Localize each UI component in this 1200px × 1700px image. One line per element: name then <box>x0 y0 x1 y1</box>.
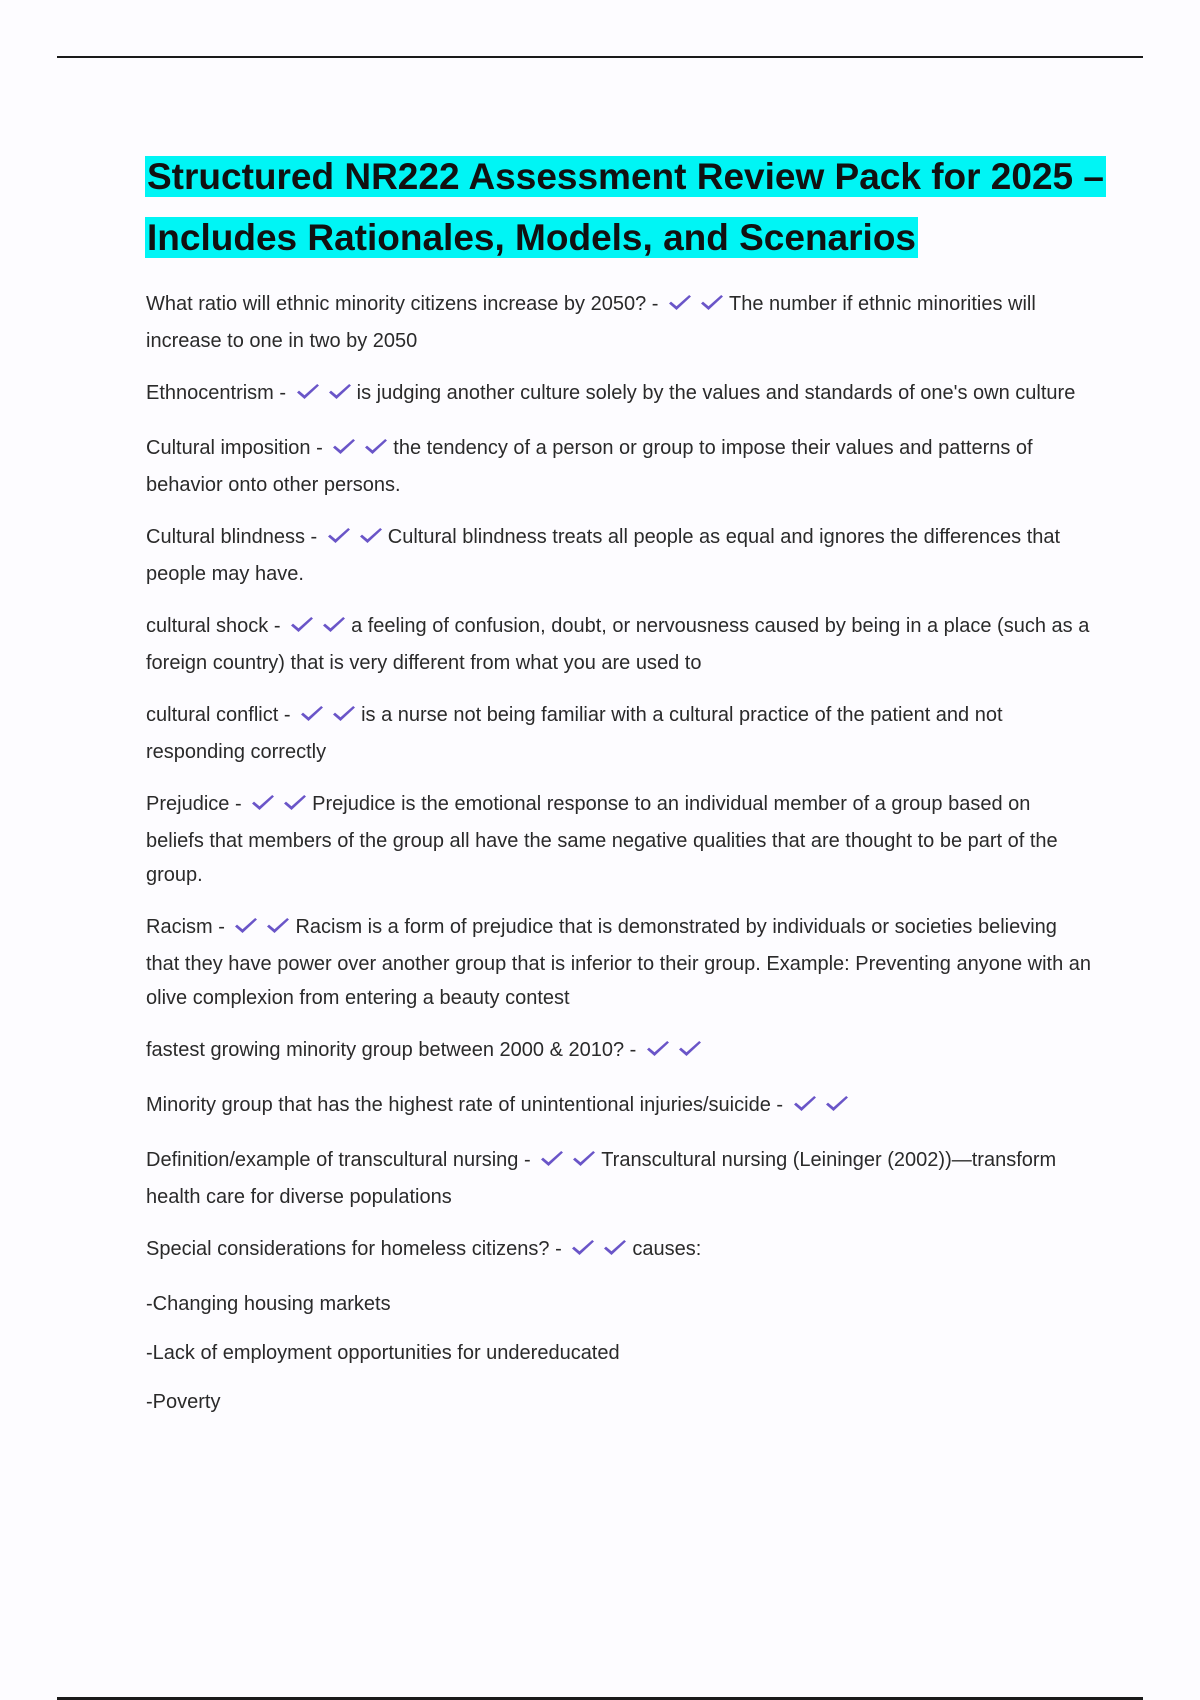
double-checkmark-icon <box>249 790 309 824</box>
entry-term: Minority group that has the highest rate of unintentional injuries/suicide <box>146 1094 771 1116</box>
entry-term: fastest growing minority group between 2000 & 2010? <box>146 1039 625 1061</box>
entry-term: Cultural imposition <box>146 437 311 459</box>
checkmark-icon <box>569 1238 597 1258</box>
double-checkmark-icon <box>298 701 358 735</box>
cause-list-item: -Poverty <box>146 1391 221 1413</box>
flashcard-entry <box>146 376 1091 413</box>
checkmark-icon <box>264 916 292 936</box>
flashcard-entry <box>146 1143 1091 1214</box>
entry-answer: Prejudice is the emotional response to an individual member of a group based on beliefs that members of the group all have the same negative qualities that are thought to be part of the group. <box>146 793 1058 886</box>
checkmark-icon <box>325 526 353 546</box>
entry-term: Racism <box>146 916 213 938</box>
entry-term: Cultural blindness <box>146 526 305 548</box>
entry-separator: - <box>212 916 231 938</box>
double-checkmark-icon <box>644 1036 704 1070</box>
document-title <box>145 146 1105 268</box>
flashcard-entry <box>146 431 1091 502</box>
entry-answer: is judging another culture solely by the values and standards of one's own culture <box>356 382 1076 404</box>
flashcard-entry <box>146 787 1091 892</box>
checkmark-icon <box>823 1094 851 1114</box>
entry-separator: - <box>310 437 329 459</box>
checkmark-icon <box>326 382 354 402</box>
checkmark-icon <box>330 437 358 457</box>
double-checkmark-icon <box>666 290 726 324</box>
double-checkmark-icon <box>288 612 348 646</box>
entry-separator: - <box>273 382 292 404</box>
checkmark-icon <box>232 916 260 936</box>
entry-answer: The number if ethnic minorities will increase to one in two by 2050 <box>146 293 1036 352</box>
flashcard-entry <box>146 1088 1091 1125</box>
flashcard-entry <box>146 520 1091 591</box>
double-checkmark-icon <box>569 1235 629 1269</box>
entry-separator: - <box>304 526 323 548</box>
checkmark-icon <box>698 293 726 313</box>
entry-answer: causes: <box>632 1238 702 1260</box>
entry-answer: Racism is a form of prejudice that is demonstrated by individuals or societies believing that they have power over another group that is inferior to their group. Example: Preventing anyone with an olive complexion from entering a beauty contest <box>146 916 1091 1009</box>
entry-term: cultural conflict <box>146 704 279 726</box>
checkmark-icon <box>330 704 358 724</box>
entry-term: Prejudice <box>146 793 230 815</box>
flashcard-entry <box>146 910 1091 1015</box>
checkmark-icon <box>644 1039 672 1059</box>
entry-separator: - <box>646 293 664 315</box>
flashcard-entry <box>146 287 1091 358</box>
double-checkmark-icon <box>294 379 354 413</box>
checkmark-icon <box>320 615 348 635</box>
entry-term: What ratio will ethnic minority citizens increase by 2050? <box>146 293 647 315</box>
entry-answer: the tendency of a person or group to impose their values and patterns of behavior onto other persons. <box>146 437 1033 496</box>
entry-answer: Transcultural nursing (Leininger (2002))—transform health care for diverse populations <box>146 1149 1057 1208</box>
double-checkmark-icon <box>330 434 390 468</box>
checkmark-icon <box>288 615 316 635</box>
checkmark-icon <box>570 1149 598 1169</box>
checkmark-icon <box>676 1039 704 1059</box>
entry-separator: - <box>278 704 297 726</box>
checkmark-icon <box>362 437 390 457</box>
checkmark-icon <box>294 382 322 402</box>
entry-separator: - <box>518 1149 537 1171</box>
checkmark-icon <box>249 793 277 813</box>
entry-answer: a feeling of confusion, doubt, or nervousness caused by being in a place (such as a foreign country) that is very different from what you are used to <box>146 615 1090 674</box>
double-checkmark-icon <box>538 1146 598 1180</box>
flashcard-entry <box>146 1232 1091 1269</box>
checkmark-icon <box>791 1094 819 1114</box>
entry-answer: is a nurse not being familiar with a cultural practice of the patient and not responding correctly <box>146 704 1003 763</box>
entry-answer: Cultural blindness treats all people as equal and ignores the differences that people may have. <box>146 526 1061 585</box>
double-checkmark-icon <box>232 913 292 947</box>
entry-term: Definition/example of transcultural nursing <box>146 1149 519 1171</box>
entry-term: cultural shock <box>146 615 269 637</box>
entry-separator: - <box>624 1039 642 1061</box>
flashcard-entry <box>146 609 1091 680</box>
double-checkmark-icon <box>791 1091 851 1125</box>
entry-separator: - <box>549 1238 568 1260</box>
cause-list-item: -Lack of employment opportunities for undereducated <box>146 1342 620 1364</box>
title-text: Structured NR222 Assessment Review Pack for 2025 – Includes Rationales, Models, and Scenarios <box>147 156 1104 258</box>
entry-term: Ethnocentrism <box>146 382 274 404</box>
entry-separator: - <box>268 615 287 637</box>
flashcard-list <box>146 287 1091 1434</box>
checkmark-icon <box>298 704 326 724</box>
double-checkmark-icon <box>325 523 385 557</box>
entry-separator: - <box>770 1094 789 1116</box>
checkmark-icon <box>357 526 385 546</box>
cause-list-item: -Changing housing markets <box>146 1293 391 1315</box>
flashcard-entry <box>146 698 1091 769</box>
top-divider <box>57 56 1143 58</box>
flashcard-entry <box>146 1033 1091 1070</box>
entry-term: Special considerations for homeless citizens? <box>146 1238 550 1260</box>
entry-separator: - <box>229 793 248 815</box>
checkmark-icon <box>538 1149 566 1169</box>
checkmark-icon <box>666 293 694 313</box>
checkmark-icon <box>601 1238 629 1258</box>
checkmark-icon <box>281 793 309 813</box>
